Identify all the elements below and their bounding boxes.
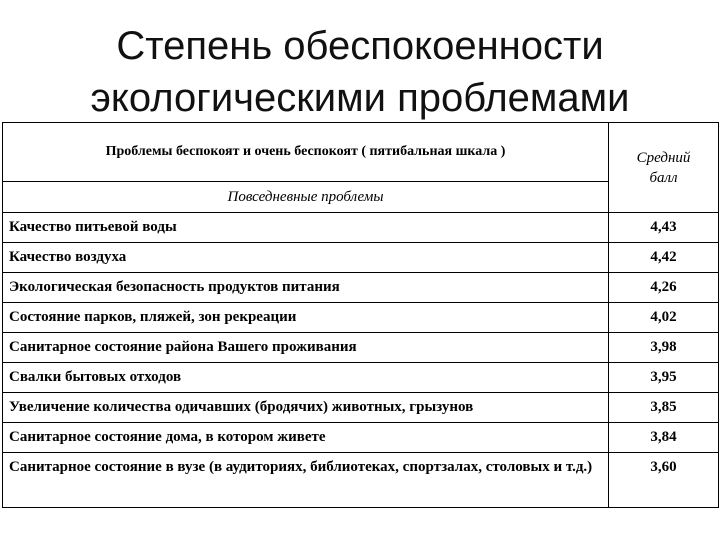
table-row — [3, 303, 719, 333]
table-row — [3, 423, 719, 453]
row-value: 3,85 — [609, 393, 719, 423]
row-value: 3,95 — [609, 363, 719, 393]
row-label: Увеличение количества одичавших (бродячих) животных, грызунов — [3, 393, 609, 423]
header-average-score — [609, 123, 719, 213]
title-line-1: Степень обеспокоенности — [116, 24, 604, 68]
row-value: 3,60 — [609, 453, 719, 508]
row-value: 4,26 — [609, 273, 719, 303]
row-label: Экологическая безопасность продуктов питания — [3, 273, 609, 303]
row-value: 4,43 — [609, 213, 719, 243]
table-row — [3, 273, 719, 303]
row-label: Санитарное состояние в вузе (в аудиториях, библиотеках, спортзалах, столовых и т.д.) — [3, 453, 609, 508]
header-problems-label: Проблемы беспокоят и очень беспокоят ( пятибальная шкала ) — [3, 123, 609, 182]
table-row — [3, 243, 719, 273]
header-avg-line-1: Средний — [636, 149, 691, 166]
table-row — [3, 363, 719, 393]
section-label: Повседневные проблемы — [3, 182, 609, 213]
table-header-row — [3, 123, 719, 182]
table-row — [3, 213, 719, 243]
title-line-2: экологическими проблемами — [90, 76, 630, 120]
row-value: 3,98 — [609, 333, 719, 363]
table-row — [3, 393, 719, 423]
row-value: 4,02 — [609, 303, 719, 333]
table-row — [3, 453, 719, 508]
concern-table — [2, 122, 719, 508]
row-value: 4,42 — [609, 243, 719, 273]
table-row — [3, 333, 719, 363]
header-avg-line-2: балл — [649, 169, 678, 186]
row-label: Свалки бытовых отходов — [3, 363, 609, 393]
row-label: Санитарное состояние района Вашего проживания — [3, 333, 609, 363]
row-label: Качество воздуха — [3, 243, 609, 273]
row-value: 3,84 — [609, 423, 719, 453]
row-label: Качество питьевой воды — [3, 213, 609, 243]
row-label: Санитарное состояние дома, в котором живете — [3, 423, 609, 453]
page-title — [0, 20, 720, 124]
row-label: Состояние парков, пляжей, зон рекреации — [3, 303, 609, 333]
